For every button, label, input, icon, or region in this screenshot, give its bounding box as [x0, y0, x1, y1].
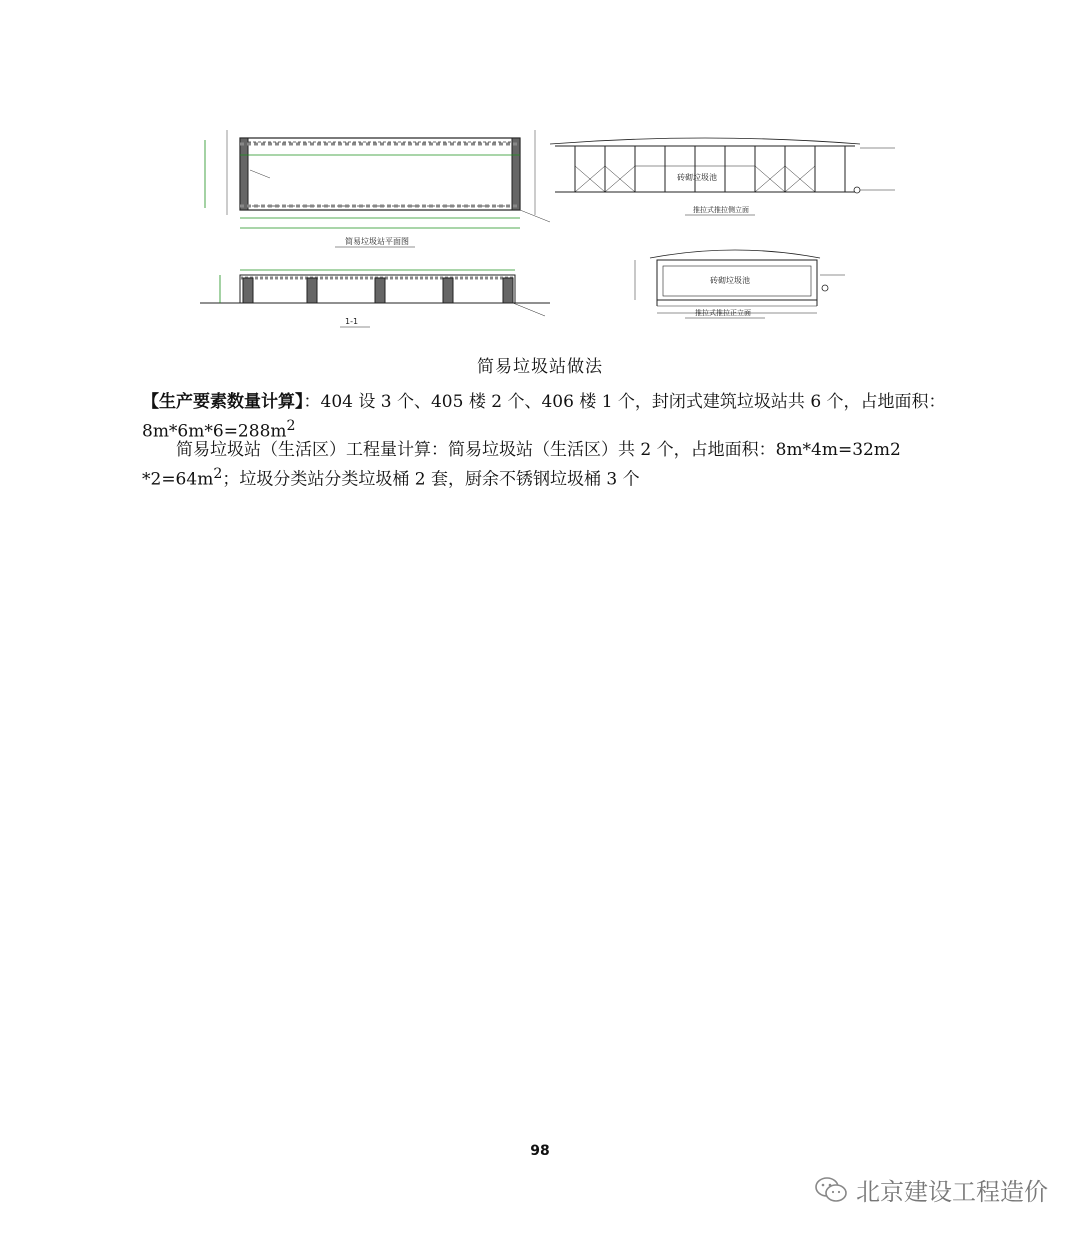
superscript: 2 — [286, 418, 296, 434]
front-elevation-title: 推拉式推拉正立面 — [695, 309, 751, 317]
plan-view — [195, 130, 550, 228]
inner-label-1: 砖砌垃圾池 — [677, 173, 717, 182]
paragraph-text-after: ；垃圾分类站分类垃圾桶 2 套，厨余不锈钢垃圾桶 3 个 — [222, 469, 640, 490]
wechat-icon — [814, 1175, 848, 1205]
paragraph-production-factors — [142, 390, 952, 444]
figure-caption: 简易垃圾站做法 — [477, 357, 603, 377]
paragraph-text: ：404 设 3 个、405 楼 2 个、406 楼 1 个，封闭式建筑垃圾站共 6 个，占地面积：8m*6m*6=288m — [142, 392, 946, 442]
section-view-title: 1-1 — [345, 317, 359, 326]
plan-view-title: 简易垃圾站平面图 — [345, 237, 409, 246]
construction-drawing — [195, 120, 955, 330]
paragraph-text: 简易垃圾站（生活区）工程量计算：简易垃圾站（生活区）共 2 个，占地面积：8m*4m=32m2 *2=64m — [142, 440, 901, 490]
side-elevation — [550, 138, 895, 193]
watermark — [814, 1172, 1048, 1207]
superscript: 2 — [213, 466, 223, 482]
page-number: 98 — [530, 1143, 550, 1159]
watermark-text: 北京建设工程造价 — [856, 1178, 1048, 1206]
section-view — [200, 270, 550, 316]
paragraph-heading: 【生产要素数量计算】 — [142, 392, 304, 412]
side-elevation-title: 推拉式推拉侧立面 — [693, 206, 749, 214]
paragraph-quantity-calculation — [142, 438, 952, 492]
inner-label-2: 砖砌垃圾池 — [710, 276, 750, 285]
